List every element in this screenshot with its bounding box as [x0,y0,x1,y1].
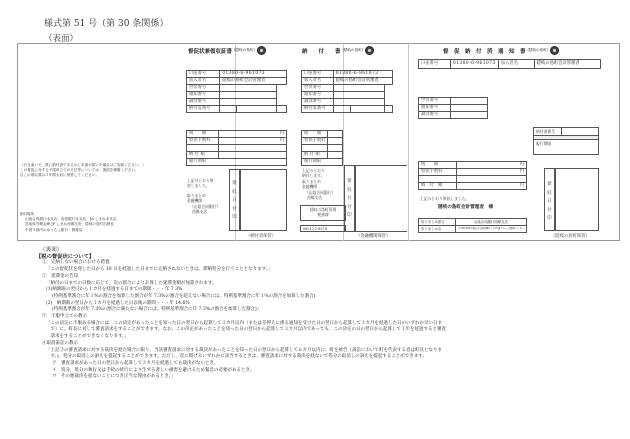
total-label: 納 付 額 [187,152,219,159]
slip3-title-note: (隠岐の島町) [527,48,549,52]
payment-place-line: 鳥取県労働金庫 JF しまね西郷支所、隠岐の島町出納室 [25,222,114,227]
stamp-char: 付 [547,207,552,213]
slip2-title-note: (隠岐の島町) [342,48,364,52]
stamp-char: 印 [347,213,352,218]
fee-amount: 円 [457,169,527,176]
member-label: 加入者名 [302,78,334,85]
section-heading: ③ 不服申立ての教示 [42,314,87,320]
bank-label: 取りまとめ銀行 [419,219,456,226]
slip2-keeper: （金融機関保管） [356,234,391,239]
list-item: ウ その他裁決を経ないことにつき正当な理由があるとき。」 [52,374,176,380]
slip2-phone: 08512-2-8574 [300,225,346,232]
slip2-title [302,46,374,55]
id-no-field[interactable] [451,112,488,119]
spacer [384,85,392,106]
collector-branch: 西郷支店 [307,195,323,201]
receipt-line: 収しました。 [187,183,210,189]
payment-place-line: 山陰合同銀行本支店、島根銀行本支店、JA しまね本支店、 [25,217,121,222]
slip-no-field-c[interactable] [276,106,286,113]
blank-cell [302,145,328,152]
paragraph: 「この督促状を発した日から 10 日を経過した日までに完納されないときは、滞納処分を行うこととなります。」 [46,267,273,273]
household-no-field[interactable] [220,85,276,92]
front-side-label: （表面） [44,34,79,44]
paragraph: (1)納期限の翌日から１カ月を経過する日までの期間・・・年 7.3% [46,287,183,293]
slip3-slip-no-box [533,127,599,155]
slip2-account-table [301,70,393,113]
slip-no-label: 納付書番号 [302,106,334,113]
slip1-amount-table [186,130,287,166]
id-no-field[interactable] [333,99,384,106]
office-name: 隠岐の島町役場 [309,207,337,212]
tax-amount [328,131,343,138]
town-seal-icon [257,46,266,55]
fee-label: 督促手数料 [187,138,219,145]
spacer [276,85,286,106]
notice-no-field[interactable] [333,92,384,99]
slip2-office-box [300,205,346,221]
paragraph: 「この決定に不服ある場合には、この決定があったことを知った日の翌日から起算して３カ月以内（または差押えに係る通知を受けた日の翌日から起算して３カ月を経過した日のいずれか早い日ま [46,320,442,326]
collector-bank: （山陰合同銀行） [190,203,221,209]
household-no-field[interactable] [451,98,488,105]
slip-no-field-b[interactable] [236,106,276,113]
paragraph: (2) 納期限の翌日から１カ月を経過した日以後の期間・・・年 14.6% [46,300,190,306]
receipt-line: 上記のとおり領 [187,178,214,183]
receipt-line: 上記のとおり [302,168,325,173]
total-amount [328,152,343,159]
id-no-field[interactable] [220,99,276,106]
back-heading: 【税の督促状について】 [36,253,95,260]
deadline-label: 履行期限 [302,159,343,166]
paragraph: 「納付の日までの日数に応じて、次の割合により計算した延滞金額が加算されます。 [46,280,217,286]
fee-amount: 円 [219,138,287,145]
slip-no-label: 納付書番号 [187,106,220,113]
office-dept: 税務課 [317,212,329,218]
slip3-bank-table [418,218,527,233]
stamp-char: 日 [547,199,552,204]
notice-no-field[interactable] [220,92,276,99]
slip3-keeper: （隠岐の島町保管） [551,234,590,239]
tax-label: 税 額 [302,131,328,138]
slip3-title [443,46,559,55]
blank-cell [219,145,287,152]
account-value: 01380-6-961073 [451,60,499,69]
total-label: 納 付 額 [302,152,328,159]
slip1-title-note: (隠岐の島町) [234,48,255,52]
paragraph: (特例基準割合に年１%の割合を加算した割合が年 7.3%の割合を超えない場合には、特例基準割合に年１%の割合を加算した割合) [52,293,316,299]
tax-amount: 円 [219,131,287,138]
back-side [34,247,446,381]
account-label: 口座番号 [302,71,334,78]
household-no-field[interactable] [333,85,384,92]
paragraph: (特例基準割合が年 7.3%の割合に満たない場合には、特例基準割合に年 7.3%の割合を加算した割合)」 [52,307,262,313]
slip-no-field-a[interactable] [333,106,350,113]
slip-no-field-b[interactable] [350,106,384,113]
notice-no-label: 通知番号 [302,92,334,99]
section-heading: ① 完納しない場合における措置 [42,260,110,266]
notice-line: この督促に対する不服申立ての方法等については、裏面を御覧ください。 [20,168,139,173]
slip3-amount-table [418,161,527,190]
member-value: 隠岐の島町会計管理者 [220,78,287,85]
list-item: ア 審査請求があった日の翌日から起算して３カ月を経過しても裁決がないとき。 [52,360,219,366]
slip2-amount-table [301,130,343,166]
stamp-char: 付 [347,204,352,210]
collector-line: 取りまとめ [187,192,206,198]
collector-bank: （山陰合同銀行） [305,189,336,195]
slip3-receipt-text: 上記のとおり領収しました。 [420,196,470,201]
member-value: 隠岐の島町会計管理者 [534,60,600,69]
stamp-char: 収 [347,187,352,193]
stamp-char: 領 [347,179,352,184]
account-value: 01380-6-961073 [333,71,392,78]
account-value: 01380-6-961073 [220,71,287,78]
section-heading: ② 延滞金の告知 [42,273,78,279]
account-label: 口座番号 [419,60,451,69]
slip1-keeper: （納付者保管） [246,234,277,239]
deadline-label: 履行期限 [187,159,287,166]
form-number: 様式第 51 号（第 30 条関係） [44,19,169,29]
blank-cell [419,176,457,183]
slip2-receipt-text [302,168,335,200]
paragraph: す。)、処分の取消しの訴えを提起することができます。ただし、次に掲げるいずれかに該当するときは、審査請求に対する裁決を経ないで処分の取消しの訴えを提起することができます。 [46,354,427,360]
receipt-line: 納付します。 [302,173,325,179]
payment-places-title: 納付場所 [20,212,35,216]
stamp-char: 印 [232,215,237,220]
slip1-receipt-text [187,178,220,214]
slip-no-field-a[interactable] [220,106,237,113]
slip3-title-text: 督 促 納 付 済 通 知 書 [443,48,526,55]
tax-label: 税 額 [187,131,219,138]
payment-places [20,212,120,233]
fee-amount [328,138,343,145]
total-label: 納 付 額 [419,183,457,190]
bank-value: 山陰合同銀行西郷支店 [455,219,526,226]
branch-label: 取りまとめ店 [419,226,456,233]
tax-label: 税 額 [419,162,457,169]
slip1-title-text: 督促状兼領収証書 [188,48,233,55]
collector-line: 金融機関 [187,198,203,204]
stamp-char: 印 [547,216,552,221]
fee-label: 督促手数料 [302,138,328,145]
id-no-label: 識別番号 [419,112,451,119]
slip2-stamp-label-col [344,165,355,232]
slip1-title [188,46,266,55]
notice-no-label: 通知番号 [419,105,451,112]
slip2-title-text: 納 付 書 [302,48,341,55]
stamp-char: 日 [232,198,237,203]
slip-no-label: 納付書番号 [534,128,562,135]
slip1-stamp-label-col [229,169,240,231]
member-value: 隠岐の島町会計管理者 [333,78,392,85]
collector-line: 取りまとめ [302,178,321,184]
slip1-account-table [186,70,287,113]
blank-cell [457,176,527,183]
stamp-char: 領 [232,181,237,186]
fee-label: 督促手数料 [419,169,457,176]
slip2-stamp-area [355,165,407,232]
payment-place-line: 中国５県内のゆうちょ銀行・郵便局 [25,227,83,232]
blank-cell [328,145,343,152]
stamp-char: 領 [547,182,552,187]
notice-line: 自この領収書は５年間大切に保管してください。 [20,173,100,178]
slip3-id-table [418,97,488,119]
town-seal-icon [365,46,374,55]
notice-no-label: 通知番号 [187,92,220,99]
stamp-char: 日 [347,196,352,201]
slip-no-field[interactable] [562,128,598,135]
collector-line: 金融機関 [302,184,318,190]
slip3-stamp-label-col [544,168,555,231]
member-label: 加入者名 [498,60,534,69]
section-heading: ④取消訴訟の教示 [42,340,78,346]
paragraph: 請求をすることができなくなります。」 [46,334,129,340]
deadline-label: 履行期限 [536,141,552,146]
paragraph: で）に、町長に対して審査請求をすることができます。なお、この決定があったことを知った日の翌日から起算して３カ月以内であっても、この決定の日の翌日から起算して１年を経過すると審査 [46,327,447,333]
slip-divider-3 [408,43,409,241]
total-amount [219,152,287,159]
stamp-char: 付 [232,206,237,212]
id-no-label: 識別番号 [302,99,334,106]
total-amount: 円 [457,183,527,190]
list-item: イ 処分、処分の執行又は手続の続行により生ずる著しい損害を避けるため緊急の必要があるとき。 [52,367,255,373]
tax-amount: 円 [457,162,527,169]
member-label: 加入者名 [187,78,220,85]
slip3-stamp-area [555,168,599,231]
town-seal-icon [550,46,559,55]
id-no-label: 識別番号 [187,99,220,106]
blank-cell [187,145,219,152]
household-no-label: 世帯番号 [419,98,451,105]
notice-no-field[interactable] [451,105,488,112]
paragraph: 「上記③の審査請求に対する裁決を経た場合に限り、当該審査請求に対する裁決があったことを知った日の翌日から起算して６カ月以内に、町を被告（訴訟において町を代表する者は町長となりま [46,347,442,353]
slip3-addressee: 隠岐の島町会計管理者 様 [438,205,494,210]
slip1-stamp-area [240,169,287,231]
slip-no-field-c[interactable] [384,106,392,113]
back-side-label: （裏面） [40,247,63,253]
slip3-account-table [418,59,601,69]
notice-line: （行き違いで、既に納付済であるのに本書が届いた場合はご容赦ください。） [20,163,146,167]
stamp-char: 収 [232,189,237,195]
stamp-char: 収 [547,190,552,196]
household-no-label: 世帯番号 [302,85,334,92]
account-label: 口座番号 [187,71,220,78]
branch-value: 〒700-8950 岡山市北区柳町1丁目中国ブロック事務センター [455,226,526,233]
slip1-notice [20,163,146,179]
household-no-label: 世帯番号 [187,85,220,92]
collector-branch: 西郷支店 [192,209,208,215]
